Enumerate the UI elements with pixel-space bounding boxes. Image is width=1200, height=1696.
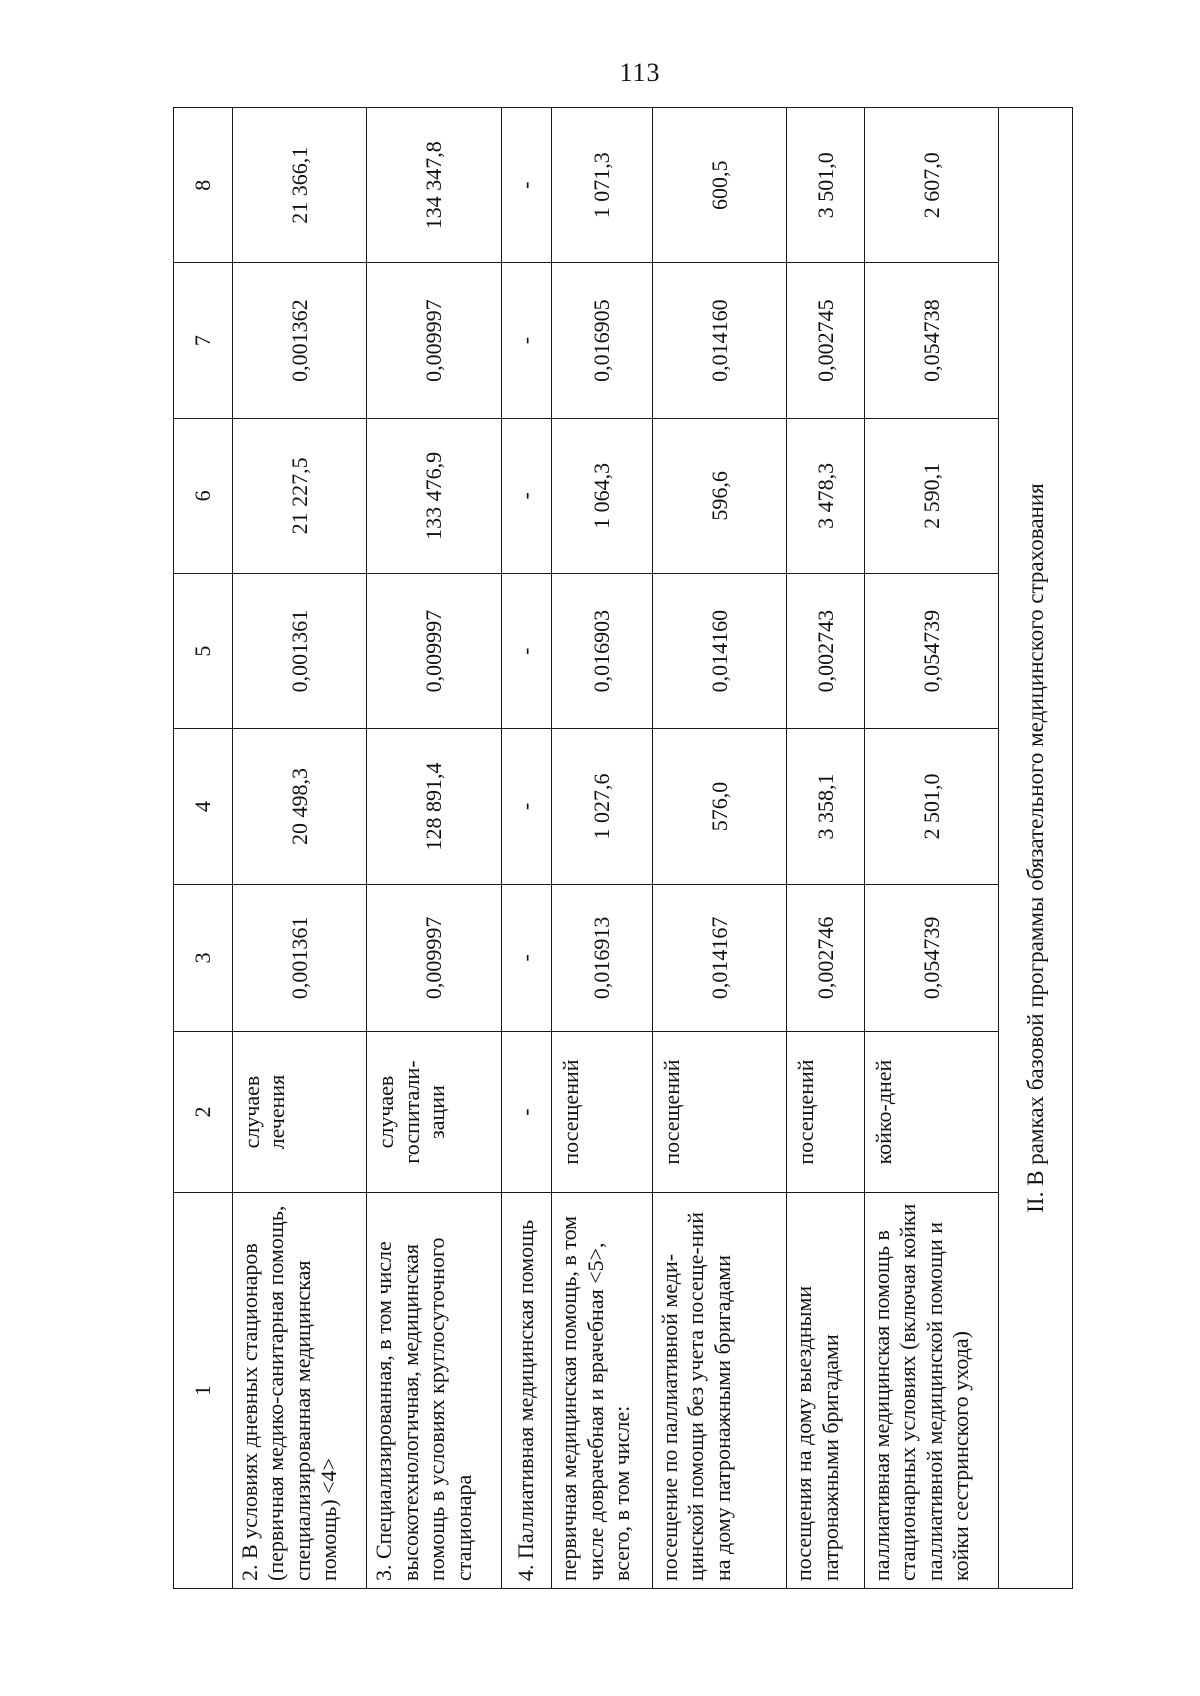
- value-cell: 3 478,3: [787, 418, 865, 573]
- col-header-2: 2: [174, 1032, 233, 1193]
- value-cell: 0,016913: [552, 884, 653, 1032]
- value-cell: -: [501, 729, 551, 884]
- unit-cell: койко-дней: [865, 1032, 999, 1193]
- value-cell: 2 501,0: [865, 729, 999, 884]
- unit-cell: случаев госпитали-зации: [367, 1032, 501, 1193]
- col-header-1: 1: [174, 1192, 233, 1588]
- row-label: посещение по паллиативной меди-цинской помощи без учета посеще-ний на дому патронажными бригадами: [652, 1192, 786, 1588]
- col-header-5: 5: [174, 574, 233, 729]
- col-header-3: 3: [174, 884, 233, 1032]
- rotated-table-container: [173, 107, 1073, 1589]
- value-cell: 0,001362: [233, 263, 367, 418]
- table-row: [865, 108, 999, 1589]
- col-header-8: 8: [174, 108, 233, 263]
- section-row: [999, 108, 1073, 1589]
- value-cell: -: [501, 574, 551, 729]
- table-row: [367, 108, 501, 1589]
- value-cell: -: [501, 418, 551, 573]
- table-row: [552, 108, 653, 1589]
- page-number: 113: [619, 58, 661, 87]
- col-header-4: 4: [174, 729, 233, 884]
- section-title: II. В рамках базовой программы обязательного медицинского страхования: [999, 108, 1073, 1589]
- row-label: 3. Специализированная, в том числе высокотехнологичная, медицинская помощь в условиях круглосуточного стационара: [367, 1192, 501, 1588]
- data-table: [173, 107, 1073, 1589]
- value-cell: 0,016905: [552, 263, 653, 418]
- value-cell: 0,001361: [233, 884, 367, 1032]
- row-label: 2. В условиях дневных стационаров (первичная медико-санитарная помощь, специализированная медицинская помощь) <4>: [233, 1192, 367, 1588]
- value-cell: 134 347,8: [367, 108, 501, 263]
- value-cell: 21 366,1: [233, 108, 367, 263]
- unit-cell: посещений: [552, 1032, 653, 1193]
- value-cell: 20 498,3: [233, 729, 367, 884]
- value-cell: 1 064,3: [552, 418, 653, 573]
- value-cell: 0,002743: [787, 574, 865, 729]
- value-cell: 0,016903: [552, 574, 653, 729]
- unit-cell: посещений: [652, 1032, 786, 1193]
- value-cell: 0,009997: [367, 263, 501, 418]
- value-cell: 0,009997: [367, 884, 501, 1032]
- header-row: [174, 108, 233, 1589]
- value-cell: 576,0: [652, 729, 786, 884]
- value-cell: 0,054738: [865, 263, 999, 418]
- value-cell: 0,002746: [787, 884, 865, 1032]
- table-row: [233, 108, 367, 1589]
- value-cell: 0,001361: [233, 574, 367, 729]
- value-cell: 0,002745: [787, 263, 865, 418]
- value-cell: 2 607,0: [865, 108, 999, 263]
- unit-cell: посещений: [787, 1032, 865, 1193]
- value-cell: 1 071,3: [552, 108, 653, 263]
- table-row: [787, 108, 865, 1589]
- row-label: паллиативная медицинская помощь в стационарных условиях (включая койки паллиативной медицинской помощи и койки сестринского ухода): [865, 1192, 999, 1588]
- value-cell: 3 501,0: [787, 108, 865, 263]
- value-cell: 0,014160: [652, 263, 786, 418]
- unit-cell: -: [501, 1032, 551, 1193]
- row-label: посещения на дому выездными патронажными бригадами: [787, 1192, 865, 1588]
- value-cell: 0,054739: [865, 884, 999, 1032]
- value-cell: 2 590,1: [865, 418, 999, 573]
- value-cell: 0,009997: [367, 574, 501, 729]
- value-cell: -: [501, 108, 551, 263]
- table-row: [501, 108, 551, 1589]
- value-cell: 0,014167: [652, 884, 786, 1032]
- value-cell: 3 358,1: [787, 729, 865, 884]
- value-cell: 1 027,6: [552, 729, 653, 884]
- col-header-6: 6: [174, 418, 233, 573]
- col-header-7: 7: [174, 263, 233, 418]
- value-cell: 0,054739: [865, 574, 999, 729]
- row-label: 4. Паллиативная медицинская помощь: [501, 1192, 551, 1588]
- value-cell: 596,6: [652, 418, 786, 573]
- value-cell: 21 227,5: [233, 418, 367, 573]
- value-cell: 600,5: [652, 108, 786, 263]
- value-cell: 0,014160: [652, 574, 786, 729]
- value-cell: 128 891,4: [367, 729, 501, 884]
- value-cell: -: [501, 884, 551, 1032]
- value-cell: 133 476,9: [367, 418, 501, 573]
- row-label: первичная медицинская помощь, в том числе доврачебная и врачебная <5>, всего, в том числе:: [552, 1192, 653, 1588]
- table-row: [652, 108, 786, 1589]
- unit-cell: случаев лечения: [233, 1032, 367, 1193]
- value-cell: -: [501, 263, 551, 418]
